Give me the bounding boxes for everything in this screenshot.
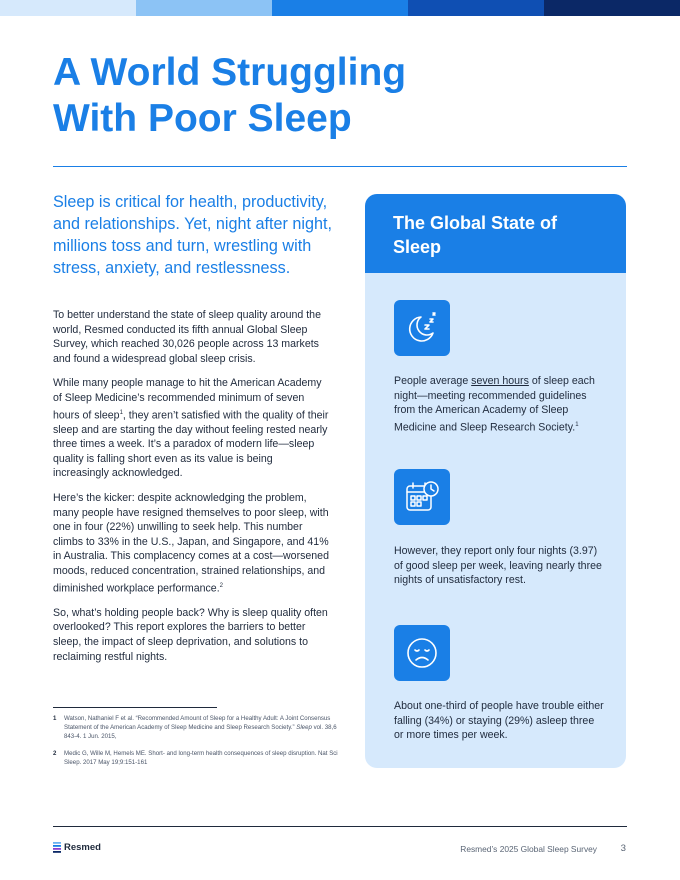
footnote-text-b: vol. 38,6 843-4. 1 Jun. 2015, — [64, 724, 337, 741]
resmed-logo — [53, 842, 101, 853]
resmed-logo-icon — [53, 842, 61, 853]
body-paragraph-2-text-b: , they aren’t satisfied with the quality of their sleep and are starting the day without feeling rested nearly three times a week. It’s a paradox of modern life—sleep quality is falling short even as its value is being increasingly acknowledged. — [53, 409, 329, 480]
color-segment-3 — [272, 0, 408, 16]
title-line-2: With Poor Sleep — [53, 97, 352, 140]
calendar-clock-icon — [394, 469, 450, 525]
stat-1-text-a: People average — [394, 375, 472, 387]
footnotes — [53, 714, 338, 774]
top-color-bar — [0, 0, 680, 16]
footer-label: Resmed’s 2025 Global Sleep Survey — [460, 844, 597, 854]
lede-paragraph: Sleep is critical for health, productivity, and relationships. Yet, night after night, millions toss and turn, wrestling with stress, anxiety, and restlessness. — [53, 193, 332, 277]
stat-text-3: About one-third of people have trouble either falling (34%) or staying (29%) asleep three or more times per week. — [394, 700, 604, 742]
footnote-1 — [53, 714, 338, 742]
title-divider — [53, 166, 627, 167]
body-paragraph-1: To better understand the state of sleep quality around the world, Resmed conducted its fifth annual Global Sleep Survey, which reached 30,026 people across 13 markets and found a widespread global sleep crisis. — [53, 309, 321, 365]
footnote-ref-2: 2 — [219, 582, 223, 589]
footnote-divider — [53, 707, 217, 708]
footnote-number: 2 — [53, 749, 57, 757]
card-title: The Global State of Sleep — [393, 213, 558, 257]
stat-1-text-b: of sleep each night—meeting recommended guidelines from the American Academy of Sleep Medicine and Sleep Research Society. — [394, 375, 595, 434]
color-segment-2 — [136, 0, 272, 16]
logo-text: Resmed — [64, 842, 101, 853]
stat-text-2: However, they report only four nights (3.97) of good sleep per week, leaving nearly three nights of unsatisfactory rest. — [394, 545, 602, 587]
footnote-number: 1 — [53, 715, 57, 722]
stat-text-1 — [394, 374, 606, 435]
stat-1-highlight: seven hours — [471, 375, 529, 387]
body-paragraph-3 — [53, 491, 331, 596]
moon-zzz-icon — [394, 300, 450, 356]
page-number: 3 — [620, 843, 626, 854]
body-paragraph-2-text-a: While many people manage to hit the American Academy of Sleep Medicine’s recommended minimum of seven hours of sleep — [53, 377, 322, 422]
body-paragraph-4: So, what’s holding people back? Why is sleep quality often overlooked? This report explores the barriers to better sleep, the impact of sleep deprivation, and solutions to reclaiming restful nights. — [53, 606, 328, 663]
card-header — [365, 194, 626, 273]
footer-divider — [53, 826, 627, 827]
footnote-text — [64, 714, 338, 742]
page-title — [53, 50, 613, 142]
body-paragraph-3-text: Here’s the kicker: despite acknowledging the problem, many people have resigned themselves to poor sleep, with one in four (22%) unwilling to seek help. This number climbs to 33% in the U.S., Japan, and Singapore, and 41% in Australia. This complacency comes at a cost—worsened moods, reduced concentration, strained relationships, and diminished workplace performance. — [53, 492, 329, 595]
footnote-journal: Sleep — [296, 724, 312, 732]
footnote-ref-1: 1 — [119, 409, 123, 416]
footnote-text-a: Watson, Nathaniel F et al. “Recommended Amount of Sleep for a Healthy Adult: A Joint Consensus Statement of the American Academy of Sleep Medicine and Sleep Research Society.” — [64, 715, 331, 732]
title-line-1: A World Struggling — [53, 51, 407, 94]
color-segment-4 — [408, 0, 544, 16]
stat-1-footnote-ref: 1 — [575, 421, 579, 428]
body-paragraph-2 — [53, 376, 331, 481]
global-state-card — [365, 194, 626, 768]
color-segment-1 — [0, 0, 136, 16]
footnote-text: Medic G, Wille M, Hemels ME. Short- and long-term health consequences of sleep disruption. Nat Sci Sleep. 2017 May 19;9:151-161 — [64, 749, 338, 766]
body-text — [53, 308, 331, 674]
sad-face-icon — [394, 625, 450, 681]
color-segment-5 — [544, 0, 680, 16]
footnote-2 — [53, 749, 338, 767]
